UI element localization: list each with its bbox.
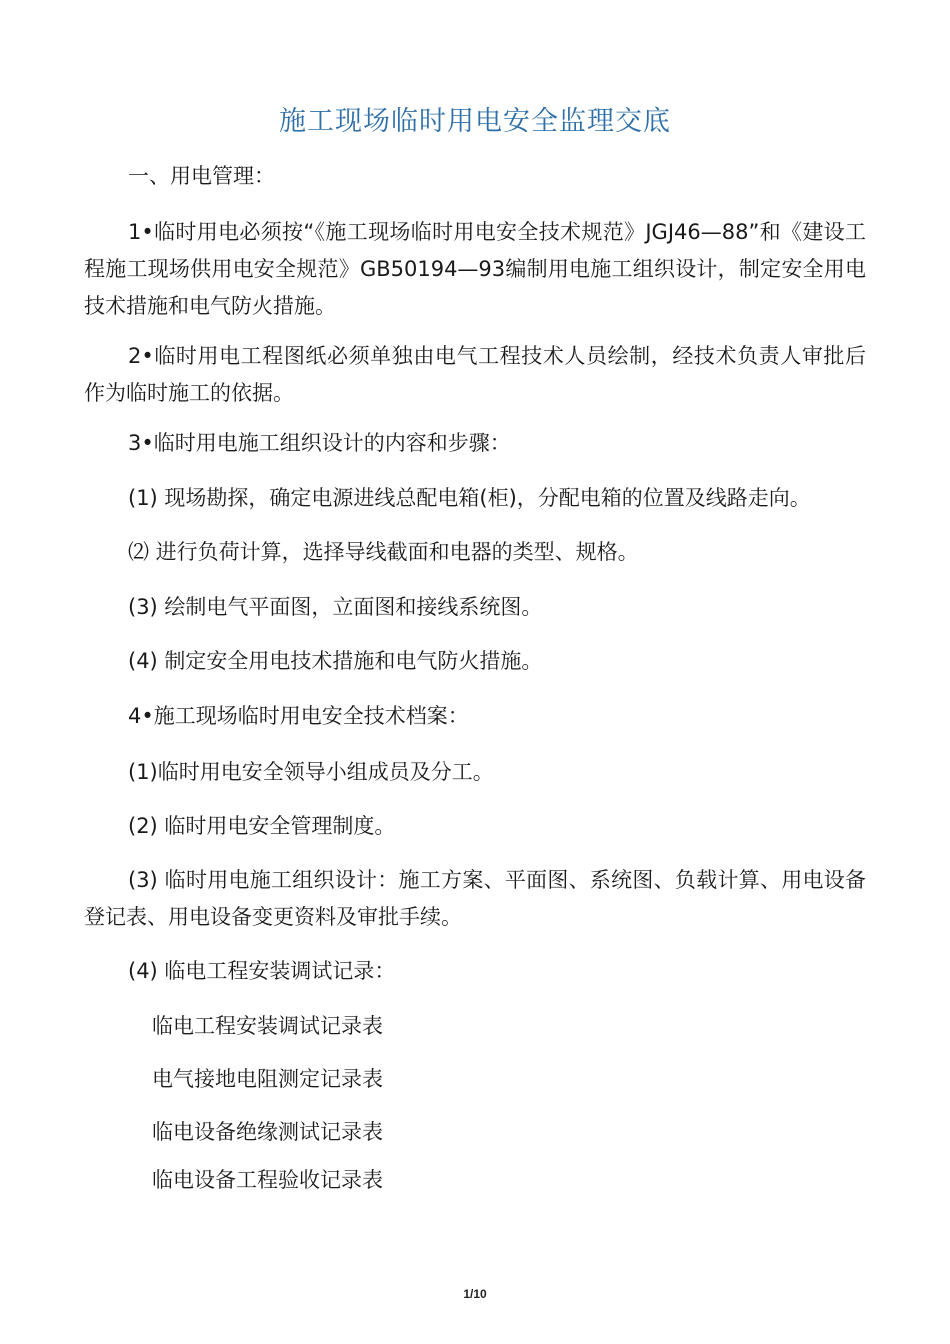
list-item-3-4: (4) 制定安全用电技术措施和电气防火措施。 [128,649,543,673]
record-table-3: 临电设备绝缘测试记录表 [152,1120,383,1144]
page-number: 1/10 [463,1287,487,1301]
record-table-2: 电气接地电阻测定记录表 [152,1067,383,1091]
record-table-4: 临电设备工程验收记录表 [152,1168,383,1192]
list-item-4-1: (1)临时用电安全领导小组成员及分工。 [128,760,494,784]
section-heading-power-management: 一、用电管理： [128,164,275,188]
list-item-3-1: (1) 现场勘探，确定电源进线总配电箱(柜)，分配电箱的位置及线路走向。 [128,486,811,510]
paragraph-item-2: 2•临时用电工程图纸必须单独由电气工程技术人员绘制，经技术负责人审批后作为临时施工的依据。 [84,344,866,405]
list-item-4-2: (2) 临时用电安全管理制度。 [128,814,396,838]
list-item-4-3: (3) 临时用电施工组织设计：施工方案、平面图、系统图、负载计算、用电设备登记表、用电设备变更资料及审批手续。 [84,868,866,929]
paragraph-item-4: 4•施工现场临时用电安全技术档案： [128,704,469,728]
list-item-3-2: ⑵ 进行负荷计算，选择导线截面和电器的类型、规格。 [128,540,639,564]
record-table-1: 临电工程安装调试记录表 [152,1014,383,1038]
paragraph-item-3: 3•临时用电施工组织设计的内容和步骤： [128,431,511,455]
document-title: 施工现场临时用电安全监理交底 [279,106,671,137]
list-item-4-4: (4) 临电工程安装调试记录： [128,959,396,983]
list-item-3-3: (3) 绘制电气平面图，立面图和接线系统图。 [128,595,543,619]
paragraph-item-1: 1•临时用电必须按“《施工现场临时用电安全技术规范》JGJ46—88”和《建设工程施工现场供用电安全规范》GB50194—93编制用电施工组织设计，制定安全用电技术措施和电气防火措施。 [84,220,866,318]
